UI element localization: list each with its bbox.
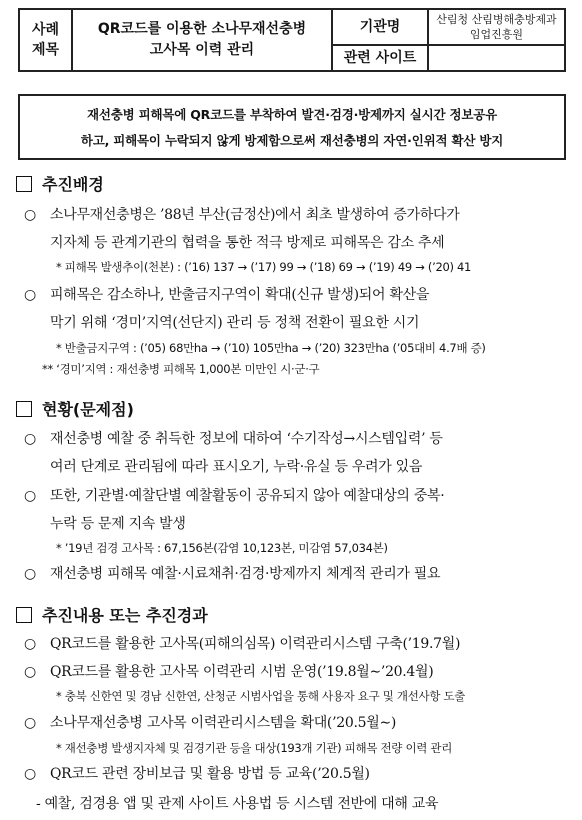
status-b2-line2: 누락 등 문제 지속 발생: [50, 516, 186, 532]
background-b2-note1: * 반출금지구역 : (’05) 68만ha → (’10) 105만ha → (’20) 323만ha (’05대비 4.7배 증): [56, 341, 486, 355]
hollow-square-icon: [16, 607, 32, 623]
summary-line2: 하고, 피해목이 누락되지 않게 방제함으로써 재선충병의 자연·인위적 확산 방지: [80, 133, 504, 148]
progress-bullet-2: [24, 661, 433, 681]
agency-label: 기관명: [332, 9, 428, 45]
hollow-circle-icon: ○: [24, 664, 36, 680]
status-b3-line1: 재선충병 피해목 예찰·시료채취·검경·방제까지 체계적 관리가 필요: [50, 566, 441, 582]
background-b2-line1: 피해목은 감소하나, 반출금지구역이 확대(신규 발생)되어 확산을: [50, 287, 430, 303]
hollow-circle-icon: ○: [24, 431, 36, 447]
section-progress-title: 추진내용 또는 추진경과: [42, 606, 208, 625]
hollow-circle-icon: ○: [24, 636, 36, 652]
background-b2-note2: ** ‘경미’지역 : 재선충병 피해목 1,000본 미만인 시·군·구: [42, 362, 320, 376]
background-b1-line1: 소나무재선충병은 ’88년 부산(금정산)에서 최초 발생하여 증가하다가: [50, 207, 460, 223]
case-title-label-line2: 제목: [31, 42, 60, 58]
summary-line1: 재선충병 피해목에 QR코드를 부착하여 발견·검경·방제까지 실시간 정보공유: [86, 107, 498, 122]
background-b1-line2: 지자체 등 관계기관의 협력을 통한 적극 방제로 피해목은 감소 추세: [50, 235, 445, 251]
case-title-line1: QR코드를 이용한 소나무재선충병: [97, 21, 307, 37]
progress-b4-sub: - 예찰, 검경용 앱 및 관제 사이트 사용법 등 시스템 전반에 대해 교육: [36, 796, 439, 812]
agency-value: [428, 9, 565, 45]
hollow-circle-icon: ○: [24, 566, 36, 582]
hollow-circle-icon: ○: [24, 715, 36, 731]
hollow-circle-icon: ○: [24, 488, 36, 504]
hollow-square-icon: [16, 401, 32, 417]
status-bullet-2: [24, 485, 444, 505]
hollow-circle-icon: ○: [24, 207, 36, 223]
progress-bullet-4: [24, 763, 370, 783]
progress-bullet-1: [24, 633, 460, 653]
section-status-heading: [16, 397, 134, 420]
hollow-square-icon: [16, 176, 32, 192]
status-b1-line1: 재선충병 예찰 중 취득한 정보에 대하여 ‘수기작성→시스템입력’ 등: [50, 431, 443, 447]
progress-b2-note: * 충북 신한연 및 경남 신한연, 산청군 시범사업을 통해 사용자 요구 및 개선사항 도출: [56, 689, 466, 703]
case-title-label: [19, 9, 72, 71]
case-header-table: [18, 8, 566, 72]
status-bullet-3: [24, 563, 440, 583]
related-site-value: [428, 45, 565, 71]
agency-line1: 산림청 산림병해충방제과: [436, 13, 557, 26]
background-b2-line2: 막기 위해 ‘경미’지역(선단지) 관리 등 정책 전환이 필요한 시기: [50, 315, 420, 331]
case-title-label-line1: 사례: [31, 22, 60, 38]
status-b2-line1: 또한, 기관별·예찰단별 예찰활동이 공유되지 않아 예찰대상의 중복·: [50, 488, 445, 504]
background-b1-note: * 피해목 발생추이(천본) : (’16) 137 → (’17) 99 → (’18) 69 → (’19) 49 → (’20) 41: [56, 260, 472, 274]
progress-b4: QR코드 관련 장비보급 및 활용 방법 등 교육(’20.5월): [50, 766, 370, 782]
case-title-line2: 고사목 이력 관리: [149, 42, 255, 58]
background-bullet-2: [24, 284, 429, 304]
progress-b3: 소나무재선충병 고사목 이력관리시스템을 확대(’20.5월∼): [50, 715, 397, 731]
section-status-title: 현황(문제점): [42, 400, 134, 419]
summary-box: [18, 94, 566, 160]
progress-b1: QR코드를 활용한 고사목(피해의심목) 이력관리시스템 구축(’19.7월): [50, 636, 461, 652]
section-background-title: 추진배경: [42, 175, 104, 194]
agency-line2: 임업진흥원: [469, 28, 524, 41]
hollow-circle-icon: ○: [24, 287, 36, 303]
progress-bullet-3: [24, 712, 396, 732]
related-site-label: 관련 사이트: [332, 45, 428, 71]
case-title: [72, 9, 332, 71]
section-background-heading: [16, 172, 104, 195]
status-bullet-1: [24, 428, 443, 448]
hollow-circle-icon: ○: [24, 766, 36, 782]
section-progress-heading: [16, 603, 208, 626]
status-b1-line2: 여러 단계로 관리됨에 따라 표시오기, 누락·유실 등 우려가 있음: [50, 459, 423, 475]
progress-b2: QR코드를 활용한 고사목 이력관리 시범 운영(’19.8월∼’20.4월): [50, 664, 434, 680]
status-b2-note: * ’19년 검경 고사목 : 67,156본(감염 10,123본, 미감염 57,034본): [56, 541, 388, 555]
background-bullet-1: [24, 204, 460, 224]
progress-b3-note: * 재선충병 발생지자체 및 검경기관 등을 대상(193개 기관) 피해목 전량 이력 관리: [56, 741, 453, 755]
